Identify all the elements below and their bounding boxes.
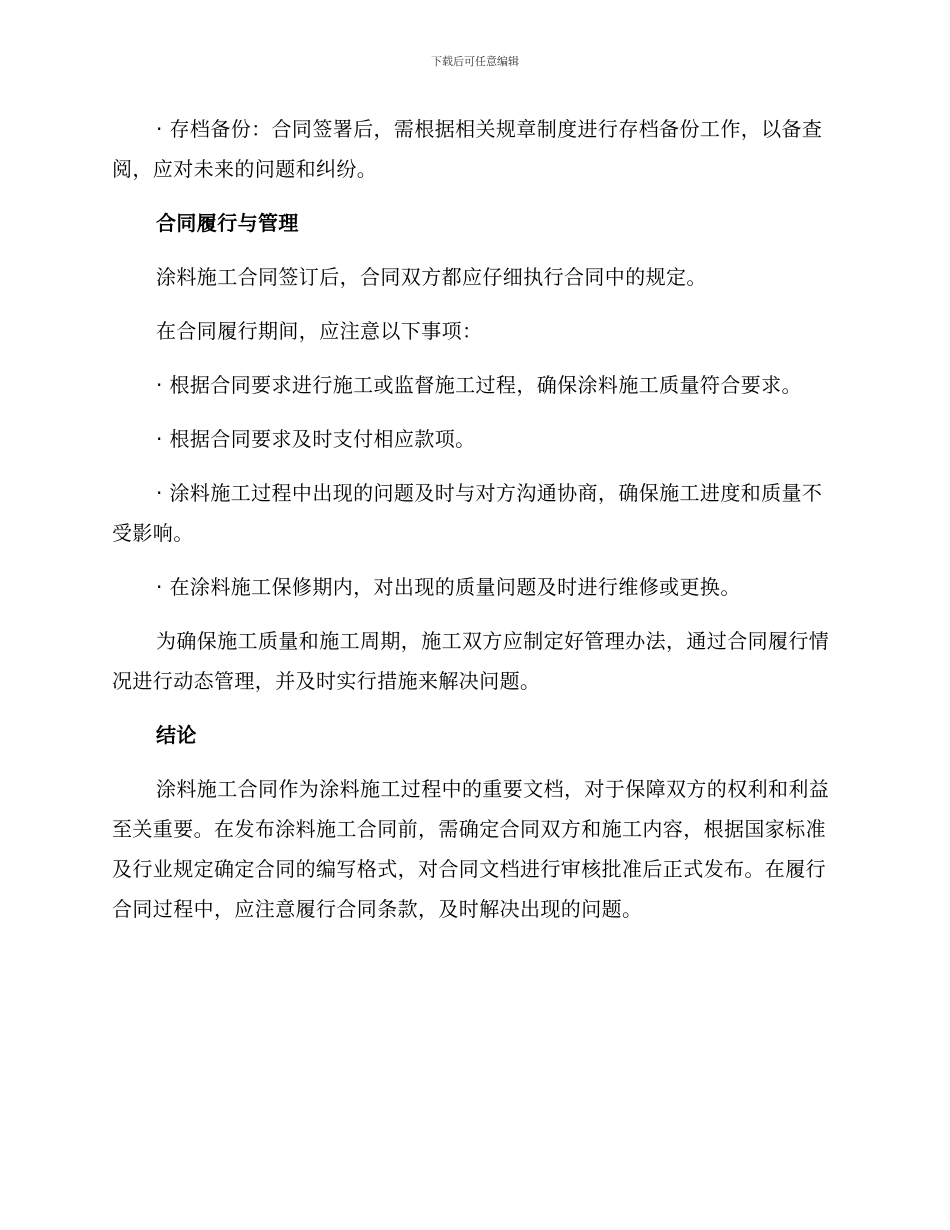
page-header: 下载后可任意编辑 [431, 55, 519, 68]
bullet-item-warranty: · 在涂料施工保修期内，对出现的质量问题及时进行维修或更换。 [156, 575, 741, 599]
bullet-item-payment: · 根据合同要求及时支付相应款项。 [156, 427, 476, 451]
heading-conclusion: 结论 [156, 723, 197, 747]
bullet-item-construction-quality: · 根据合同要求进行施工或监督施工过程，确保涂料施工质量符合要求。 [156, 373, 802, 397]
paragraph-after-signing: 涂料施工合同签订后，合同双方都应仔细执行合同中的规定。 [156, 265, 707, 289]
paragraph-management: 为确保施工质量和施工周期，施工双方应制定好管理办法，通过合同履行情况进行动态管理，并及时实行措施来解决问题。 [112, 629, 830, 693]
bullet-item-communication: · 涂料施工过程中出现的问题及时与对方沟通协商，确保施工进度和质量不受影响。 [112, 481, 823, 545]
paragraph-notes-intro: 在合同履行期间，应注意以下事项： [156, 319, 483, 343]
paragraph-archive-backup: · 存档备份：合同签署后，需根据相关规章制度进行存档备份工作，以备查阅，应对未来的问题和纠纷。 [112, 117, 823, 181]
document-body [112, 109, 834, 943]
paragraph-conclusion: 涂料施工合同作为涂料施工过程中的重要文档，对于保障双方的权利和利益至关重要。在发布涂料施工合同前，需确定合同双方和施工内容，根据国家标准及行业规定确定合同的编写格式，对合同文档进行审核批准后正式发布。在履行合同过程中，应注意履行合同条款，及时解决出现的问题。 [112, 777, 830, 921]
heading-contract-performance: 合同履行与管理 [156, 211, 299, 235]
